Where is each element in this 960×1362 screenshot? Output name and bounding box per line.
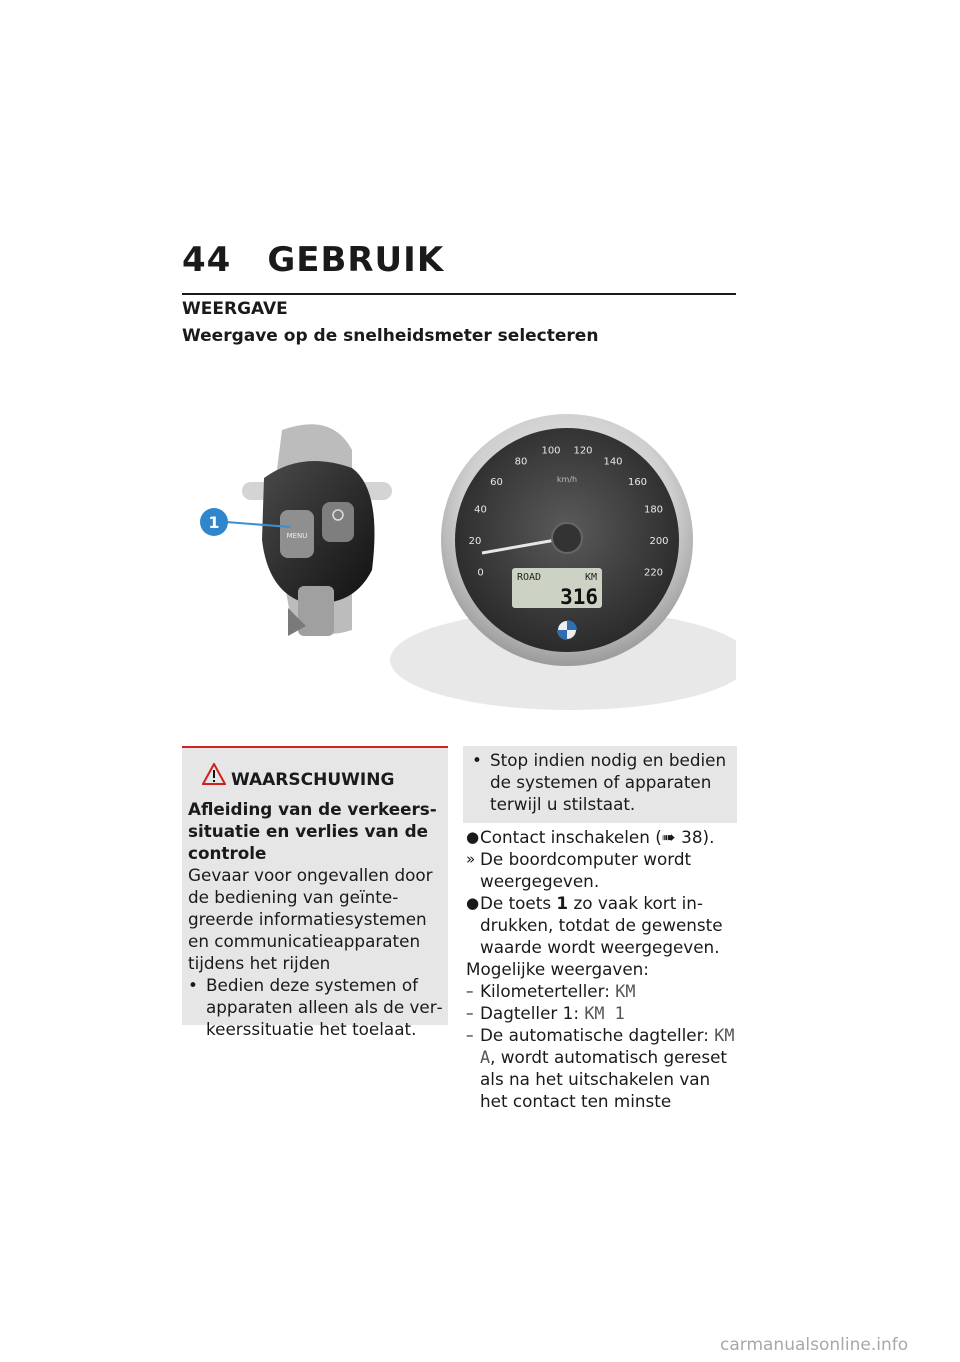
option-1: – Kilometerteller: KM bbox=[466, 981, 636, 1001]
warning-heading: WAARSCHUWING bbox=[231, 770, 395, 790]
option-3: – De automatische dagteller: KM A, wordt automatisch gereset als na het uitschakelen van het contact ten minste bbox=[466, 1025, 735, 1111]
chapter-title: GEBRUIK bbox=[267, 240, 445, 280]
warning-bullet: Bedien deze systemen of apparaten alleen als de verkeerssituatie het toelaat. bbox=[206, 975, 443, 1039]
lcd-unit: KM bbox=[584, 572, 597, 583]
dial-tick-label: 0 bbox=[477, 567, 484, 579]
page-number: 44 bbox=[182, 240, 232, 280]
chapter-heading bbox=[182, 240, 444, 280]
warning-title: Afleiding van de verkeerssituatie en verlies van de controle bbox=[188, 799, 437, 863]
option-2: – Dagteller 1: KM 1 bbox=[466, 1003, 625, 1023]
page-reference: 38 bbox=[681, 827, 703, 847]
speedometer-figure bbox=[182, 390, 736, 722]
section-title: WEERGAVE bbox=[182, 299, 288, 319]
step-2: ● De toets 1 zo vaak kort indrukken, totdat de gewenste waarde wordt weergegeven. bbox=[466, 893, 723, 957]
key-reference: 1 bbox=[556, 893, 569, 913]
section-rule bbox=[182, 293, 736, 295]
dial-tick-label: 140 bbox=[603, 456, 623, 468]
menu-button-label: MENU bbox=[286, 532, 308, 540]
dial-tick-label: 160 bbox=[627, 476, 648, 488]
dial-tick-label: 120 bbox=[573, 445, 593, 457]
subsection-title: Weergave op de snelheidsmeter selecteren bbox=[182, 326, 599, 346]
options-heading: Mogelijke weergaven: bbox=[466, 959, 649, 979]
dial-tick-label: 200 bbox=[649, 536, 669, 547]
warning-body: Gevaar voor ongevallen door de bediening van geïntegreerde informatiesystemen en communicatieapparaten tijdens het rijden bbox=[188, 865, 433, 973]
watermark: carmanualsonline.info bbox=[720, 1335, 909, 1355]
callout-number: 1 bbox=[208, 513, 220, 532]
dial-tick-label: 220 bbox=[643, 567, 664, 579]
instructions bbox=[466, 826, 738, 1112]
power-button bbox=[322, 502, 354, 542]
switch-cluster bbox=[262, 424, 375, 636]
arrow-ref-icon: ➠ bbox=[661, 827, 682, 847]
dial-tick-label: 40 bbox=[474, 504, 487, 516]
dial-tick-label: 180 bbox=[643, 504, 664, 516]
dial-tick-label: 80 bbox=[514, 456, 528, 468]
warning-box: WAARSCHUWING Afleiding van de verkeerssituatie en verlies van de controle Gevaar voor ongevallen door de bediening van geïntegreerde informatiesystemen en communicatieapparaten tijdens het rijden • Bedien deze systemen of apparaten alleen als de verkeerssituatie het toelaat. bbox=[182, 746, 448, 1025]
warning-triangle-icon bbox=[202, 763, 226, 785]
stop-note: Stop indien nodig en bedien de systemen of apparaten terwijl u stilstaat. bbox=[490, 750, 727, 814]
dial-tick-label: 60 bbox=[490, 476, 503, 488]
stop-note-box: • Stop indien nodig en bedien de systemen of apparaten terwijl u stilstaat. bbox=[463, 746, 737, 823]
result-1: » De boordcomputer wordt weergegeven. bbox=[466, 849, 692, 891]
speedometer-dial bbox=[390, 414, 736, 710]
lcd-value: 316 bbox=[560, 585, 598, 609]
step-1: ● Contact inschakelen (➠ 38). bbox=[466, 827, 715, 847]
dial-tick-label: 20 bbox=[468, 536, 482, 547]
dial-tick-label: 100 bbox=[541, 445, 561, 457]
lcd-mode: ROAD bbox=[517, 572, 542, 583]
dial-unit: km/h bbox=[556, 475, 578, 484]
